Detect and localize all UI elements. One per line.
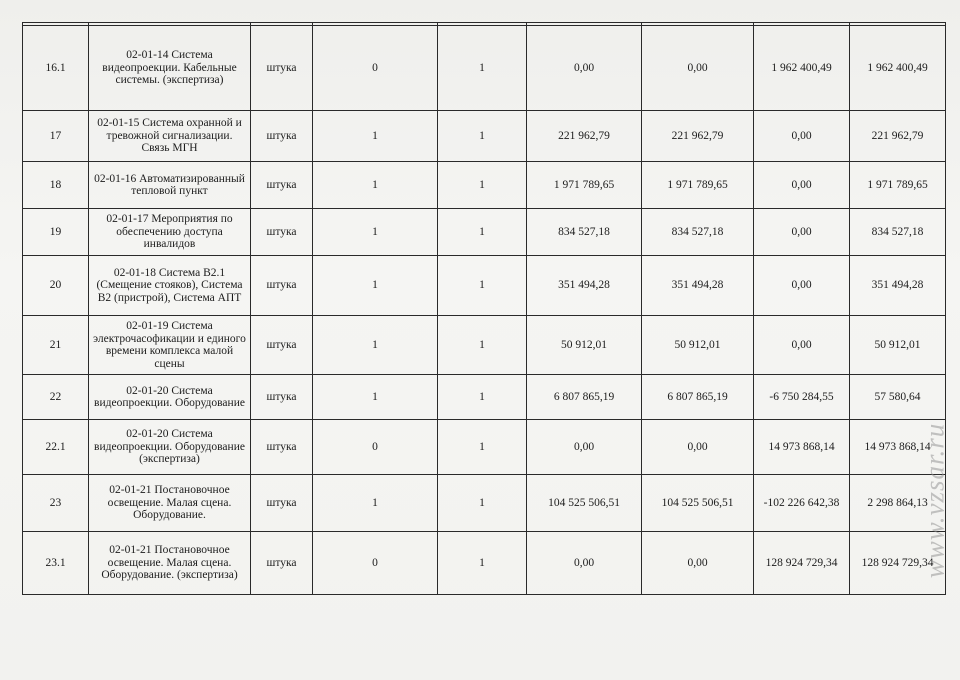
amount-4-cell: 128 924 729,34 [850,532,946,595]
table-row [23,209,946,256]
amount-2-cell: 1 971 789,65 [642,162,754,209]
item-name: 02-01-16 Автоматизированный тепловой пункт [89,162,251,209]
amount-3-cell: 0,00 [754,162,850,209]
site-watermark [920,330,950,670]
table-row [23,420,946,475]
table-row [23,532,946,595]
amount-3-cell: -6 750 284,55 [754,375,850,420]
qty-b-cell: 1 [438,162,527,209]
row-number: 18 [23,162,89,209]
qty-b-cell: 1 [438,26,527,111]
amount-4-cell: 57 580,64 [850,375,946,420]
qty-a-cell: 0 [313,420,438,475]
amount-1-cell: 0,00 [527,532,642,595]
amount-3-cell: 0,00 [754,209,850,256]
item-name: 02-01-21 Постановочное освещение. Малая сцена. Оборудование. (экспертиза) [89,532,251,595]
qty-b-cell: 1 [438,316,527,375]
unit-cell: штука [251,111,313,162]
qty-a-cell: 1 [313,209,438,256]
table-body [23,23,946,595]
row-number: 23 [23,475,89,532]
amount-4-cell: 221 962,79 [850,111,946,162]
amount-1-cell: 221 962,79 [527,111,642,162]
amount-3-cell: 0,00 [754,111,850,162]
qty-b-cell: 1 [438,420,527,475]
unit-cell: штука [251,256,313,316]
item-name: 02-01-20 Система видеопроекции. Оборудование (экспертиза) [89,420,251,475]
amount-1-cell: 6 807 865,19 [527,375,642,420]
table-row [23,375,946,420]
qty-b-cell: 1 [438,111,527,162]
row-number: 17 [23,111,89,162]
amount-4-cell: 50 912,01 [850,316,946,375]
amount-2-cell: 0,00 [642,26,754,111]
amount-4-cell: 2 298 864,13 [850,475,946,532]
item-name: 02-01-19 Система электрочасофикации и единого времени комплекса малой сцены [89,316,251,375]
amount-1-cell: 104 525 506,51 [527,475,642,532]
item-name: 02-01-15 Система охранной и тревожной сигнализации. Связь МГН [89,111,251,162]
amount-4-cell: 351 494,28 [850,256,946,316]
unit-cell: штука [251,162,313,209]
row-number: 20 [23,256,89,316]
amount-1-cell: 351 494,28 [527,256,642,316]
amount-1-cell: 0,00 [527,420,642,475]
table-row [23,256,946,316]
table-row [23,162,946,209]
amount-2-cell: 50 912,01 [642,316,754,375]
amount-1-cell: 0,00 [527,26,642,111]
unit-cell: штука [251,532,313,595]
unit-cell: штука [251,26,313,111]
watermark-text: www.vzsar.ru [919,422,950,578]
qty-a-cell: 0 [313,26,438,111]
amount-1-cell: 834 527,18 [527,209,642,256]
amount-2-cell: 6 807 865,19 [642,375,754,420]
qty-b-cell: 1 [438,256,527,316]
amount-2-cell: 834 527,18 [642,209,754,256]
table-row [23,475,946,532]
amount-3-cell: 1 962 400,49 [754,26,850,111]
row-number: 23.1 [23,532,89,595]
amount-4-cell: 1 971 789,65 [850,162,946,209]
item-name: 02-01-18 Система В2.1 (Смещение стояков), Система В2 (пристрой), Система АПТ [89,256,251,316]
row-number: 22.1 [23,420,89,475]
estimate-table [22,22,946,595]
amount-2-cell: 221 962,79 [642,111,754,162]
item-name: 02-01-14 Система видеопроекции. Кабельные системы. (экспертиза) [89,26,251,111]
row-number: 16.1 [23,26,89,111]
qty-a-cell: 1 [313,162,438,209]
amount-3-cell: 0,00 [754,316,850,375]
qty-a-cell: 1 [313,375,438,420]
row-number: 22 [23,375,89,420]
amount-4-cell: 14 973 868,14 [850,420,946,475]
unit-cell: штука [251,375,313,420]
item-name: 02-01-21 Постановочное освещение. Малая сцена. Оборудование. [89,475,251,532]
amount-2-cell: 0,00 [642,532,754,595]
unit-cell: штука [251,420,313,475]
amount-3-cell: 0,00 [754,256,850,316]
qty-a-cell: 1 [313,316,438,375]
table-row [23,111,946,162]
amount-1-cell: 50 912,01 [527,316,642,375]
qty-b-cell: 1 [438,209,527,256]
unit-cell: штука [251,316,313,375]
row-number: 19 [23,209,89,256]
row-number: 21 [23,316,89,375]
item-name: 02-01-20 Система видеопроекции. Оборудование [89,375,251,420]
table-row [23,26,946,111]
qty-a-cell: 1 [313,111,438,162]
qty-b-cell: 1 [438,475,527,532]
amount-3-cell: -102 226 642,38 [754,475,850,532]
unit-cell: штука [251,209,313,256]
unit-cell: штука [251,475,313,532]
amount-3-cell: 128 924 729,34 [754,532,850,595]
qty-b-cell: 1 [438,375,527,420]
qty-b-cell: 1 [438,532,527,595]
amount-4-cell: 834 527,18 [850,209,946,256]
amount-1-cell: 1 971 789,65 [527,162,642,209]
qty-a-cell: 1 [313,475,438,532]
qty-a-cell: 0 [313,532,438,595]
qty-a-cell: 1 [313,256,438,316]
amount-2-cell: 351 494,28 [642,256,754,316]
amount-2-cell: 0,00 [642,420,754,475]
amount-2-cell: 104 525 506,51 [642,475,754,532]
amount-4-cell: 1 962 400,49 [850,26,946,111]
item-name: 02-01-17 Мероприятия по обеспечению доступа инвалидов [89,209,251,256]
table-row [23,316,946,375]
amount-3-cell: 14 973 868,14 [754,420,850,475]
